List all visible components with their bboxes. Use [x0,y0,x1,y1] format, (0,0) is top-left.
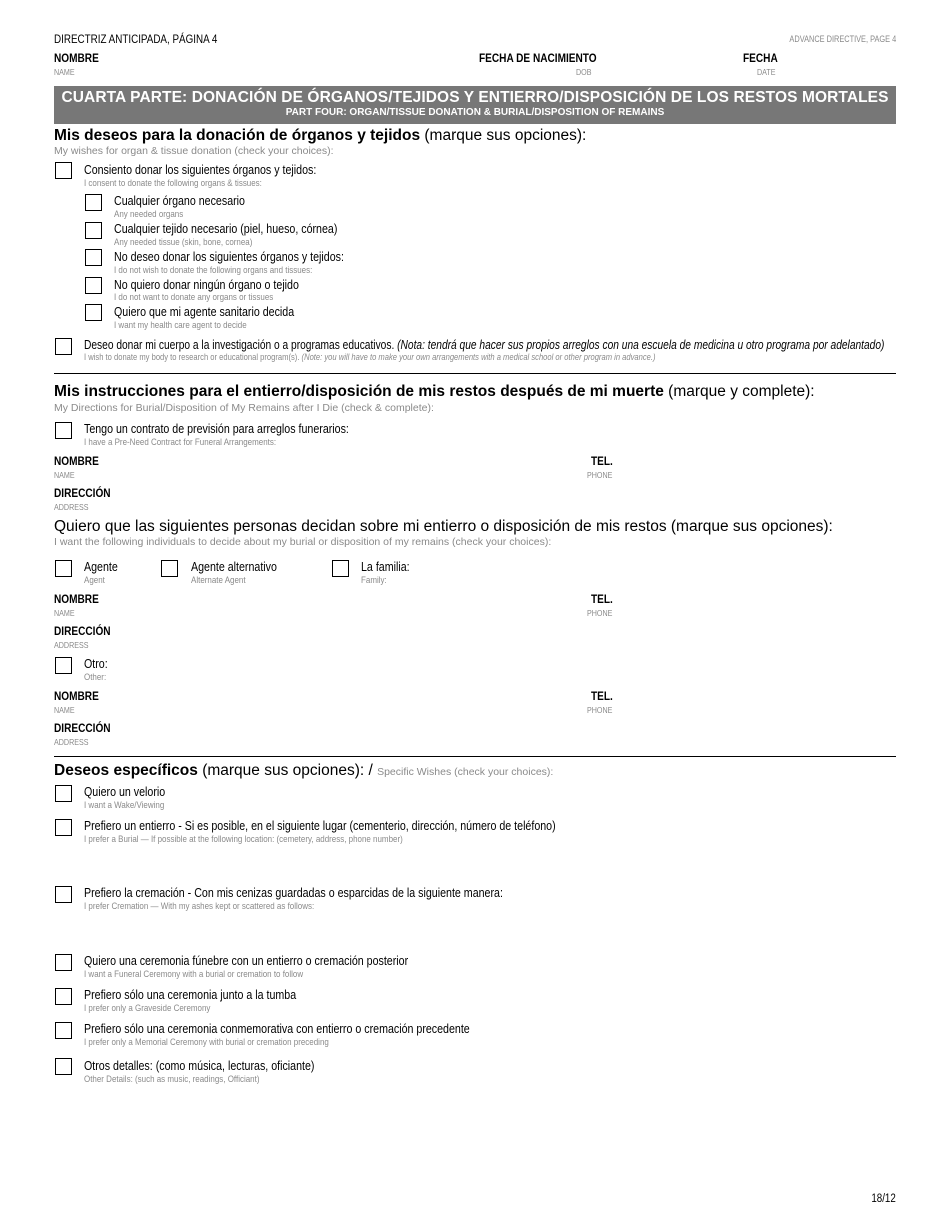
organ-heading [54,127,586,145]
other-tel-label: TEL. [591,689,613,703]
wish-sub: I prefer Cremation — With my ashes kept or scattered as follows: [84,901,315,912]
header-dob-sub: DOB [576,67,592,77]
banner-subtitle: PART FOUR: ORGAN/TISSUE DONATION & BURIAL/DISPOSITION OF REMAINS [285,107,665,118]
organ-option-label: Cualquier tejido necesario (piel, hueso, córnea) [114,221,338,236]
specific-heading-en: Specific Wishes (check your choices): [377,766,554,778]
other-name-label: NOMBRE [54,689,99,703]
wish-label: Quiero un velorio [84,784,166,799]
header-left-title: DIRECTRIZ ANTICIPADA, PÁGINA 4 [54,32,218,46]
wish-label: Quiero una ceremonia fúnebre con un entierro o cremación posterior [84,953,409,968]
alternate-agent-checkbox[interactable] [161,560,178,577]
header-name-label: NOMBRE [54,51,99,65]
alternate-agent-label: Agente alternativo [191,559,277,574]
section-banner [54,86,896,124]
wish-checkbox[interactable] [55,1022,72,1039]
family-label: La familia: [361,559,410,574]
organ-heading-rest: (marque sus opciones): [420,127,587,144]
organ-option-label: Quiero que mi agente sanitario decida [114,304,295,319]
organ-option-sub: I do not wish to donate the following organs and tissues: [114,265,313,276]
wish-label: Prefiero sólo una ceremonia conmemorativa con entierro o cremación precedente [84,1021,470,1036]
agent-checkbox[interactable] [55,560,72,577]
burial-heading-bold: Mis instrucciones para el entierro/disposición de mis restos después de mi muerte [54,383,664,400]
wish-checkbox[interactable] [55,886,72,903]
body-donation-label [84,337,884,352]
wish-label: Prefiero la cremación - Con mis cenizas guardadas o esparcidas de la siguiente manera: [84,885,503,900]
section-divider [54,373,896,374]
organ-option-checkbox[interactable] [85,222,102,239]
organ-option-sub: I do not want to donate any organs or tissues [114,292,274,303]
contract-name-sub: NAME [54,470,75,480]
decider-name-sub: NAME [54,608,75,618]
body-donation-note: (Nota: tendrá que hacer sus propios arreglos con una escuela de medicina u otro programa por adelantado) [397,337,885,352]
wish-checkbox[interactable] [55,819,72,836]
organ-option-sub: I want my health care agent to decide [114,320,247,331]
wish-sub: I prefer only a Graveside Ceremony [84,1003,211,1014]
organ-heading-en: My wishes for organ & tissue donation (check your choices): [54,145,334,157]
other-tel-sub: PHONE [587,705,613,715]
specific-heading [54,762,553,780]
header-date-label: FECHA [743,51,778,65]
wish-checkbox[interactable] [55,1058,72,1075]
organ-option-label: No deseo donar los siguientes órganos y tejidos: [114,249,344,264]
contract-tel-sub: PHONE [587,470,613,480]
organ-option-label: No quiero donar ningún órgano o tejido [114,277,299,292]
body-donation-checkbox[interactable] [55,338,72,355]
decide-heading-en: I want the following individuals to decide about my burial or disposition of my remains (check your choices): [54,536,552,548]
consent-checkbox[interactable] [55,162,72,179]
wish-sub: I want a Wake/Viewing [84,800,165,811]
other-sub: Other: [84,672,107,683]
organ-option-checkbox[interactable] [85,277,102,294]
body-donation-text: Deseo donar mi cuerpo a la investigación o a programas educativos. [84,337,398,352]
pre-need-sub: I have a Pre-Need Contract for Funeral Arrangements: [84,437,277,448]
agent-sub: Agent [84,575,105,586]
consent-sub: I consent to donate the following organs & tissues: [84,178,262,189]
body-donation-sub-text: I wish to donate my body to research or educational program(s). [84,352,302,363]
other-address-label: DIRECCIÓN [54,721,111,735]
other-checkbox[interactable] [55,657,72,674]
decider-address-sub: ADDRESS [54,640,89,650]
wish-label: Prefiero sólo una ceremonia junto a la tumba [84,987,297,1002]
contract-tel-label: TEL. [591,454,613,468]
burial-heading-rest: (marque y complete): [663,383,815,400]
header-date-sub: DATE [757,67,776,77]
decider-address-label: DIRECCIÓN [54,624,111,638]
body-donation-sub [84,352,656,363]
organ-option-label: Cualquier órgano necesario [114,193,245,208]
body-donation-sub-note: (Note: you will have to make your own arrangements with a medical school or other program in advance.) [301,352,656,363]
wish-checkbox[interactable] [55,785,72,802]
wish-checkbox[interactable] [55,988,72,1005]
burial-heading-en: My Directions for Burial/Disposition of My Remains after I Die (check & complete): [54,402,434,414]
header-right-title: ADVANCE DIRECTIVE, PAGE 4 [789,34,896,44]
specific-heading-rest: (marque sus opciones): / [197,762,378,779]
wish-label: Prefiero un entierro - Si es posible, en el siguiente lugar (cementerio, dirección, número de teléfono) [84,818,556,833]
wish-label: Otros detalles: (como música, lecturas, oficiante) [84,1058,315,1073]
organ-option-checkbox[interactable] [85,194,102,211]
family-checkbox[interactable] [332,560,349,577]
pre-need-checkbox[interactable] [55,422,72,439]
organ-option-sub: Any needed organs [114,209,184,220]
contract-address-sub: ADDRESS [54,502,89,512]
organ-option-checkbox[interactable] [85,304,102,321]
header-dob-label: FECHA DE NACIMIENTO [479,51,597,65]
pre-need-label: Tengo un contrato de previsión para arreglos funerarios: [84,421,349,436]
decider-tel-label: TEL. [591,592,613,606]
other-address-sub: ADDRESS [54,737,89,747]
specific-heading-bold: Deseos específicos [54,762,198,779]
organ-option-checkbox[interactable] [85,249,102,266]
organ-heading-bold: Mis deseos para la donación de órganos y tejidos [54,127,421,144]
wish-sub: I prefer a Burial — If possible at the following location: (cemetery, address, phone number) [84,834,403,845]
header-name-sub: NAME [54,67,75,77]
alternate-agent-sub: Alternate Agent [191,575,246,586]
section-divider [54,756,896,757]
banner-title: CUARTA PARTE: DONACIÓN DE ÓRGANOS/TEJIDOS Y ENTIERRO/DISPOSICIÓN DE LOS RESTOS MORTALES [61,89,889,106]
decider-name-label: NOMBRE [54,592,99,606]
other-label: Otro: [84,656,108,671]
wish-sub: Other Details: (such as music, readings, Officiant) [84,1074,260,1085]
contract-name-label: NOMBRE [54,454,99,468]
contract-address-label: DIRECCIÓN [54,486,111,500]
burial-heading [54,383,815,401]
wish-sub: I prefer only a Memorial Ceremony with burial or cremation preceding [84,1037,329,1048]
wish-sub: I want a Funeral Ceremony with a burial or cremation to follow [84,969,304,980]
consent-label: Consiento donar los siguientes órganos y tejidos: [84,162,317,177]
organ-option-sub: Any needed tissue (skin, bone, cornea) [114,237,253,248]
decide-heading: Quiero que las siguientes personas decidan sobre mi entierro o disposición de mis restos (marque sus opciones): [54,518,833,535]
decider-tel-sub: PHONE [587,608,613,618]
other-name-sub: NAME [54,705,75,715]
wish-checkbox[interactable] [55,954,72,971]
agent-label: Agente [84,559,118,574]
page-number: 18/12 [871,1193,896,1205]
family-sub: Family: [361,575,387,586]
